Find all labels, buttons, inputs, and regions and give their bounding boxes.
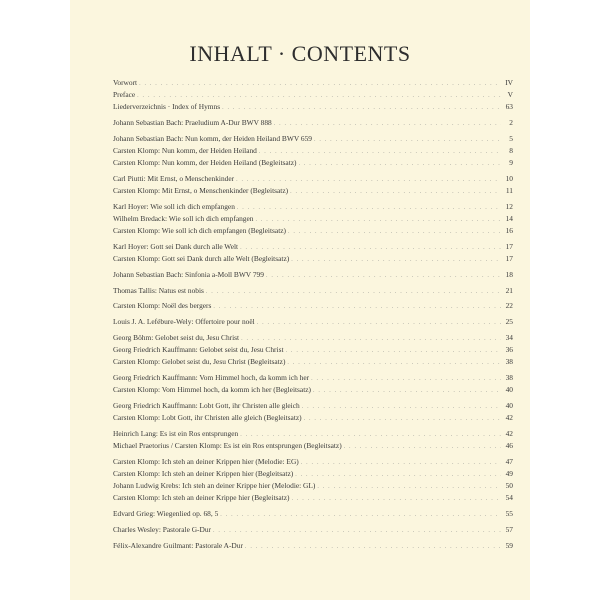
toc-entry-page: 63 bbox=[505, 102, 513, 111]
toc-entry bbox=[113, 412, 513, 423]
toc-entry-page: 42 bbox=[505, 413, 513, 422]
toc-entry-label: Carsten Klomp: Ich steh an deiner Krippe hier (Begleitsatz) bbox=[113, 493, 290, 502]
toc-entry bbox=[113, 285, 513, 296]
toc-entry-label: Carsten Klomp: Noël des bergers bbox=[113, 301, 212, 310]
toc-entry-page: V bbox=[507, 90, 513, 99]
toc-entry-page: 36 bbox=[505, 345, 513, 354]
toc-entry-page: 17 bbox=[505, 254, 513, 263]
toc-entry-page: 34 bbox=[505, 333, 513, 342]
toc-entry-label: Carsten Klomp: Nun komm, der Heiden Heiland bbox=[113, 146, 257, 155]
toc-entry bbox=[113, 316, 513, 327]
toc-entry bbox=[113, 253, 513, 264]
toc-entry-label: Carsten Klomp: Ich steh an deiner Krippen hier (Begleitsatz) bbox=[113, 469, 294, 478]
toc-entry-page: 46 bbox=[505, 441, 513, 450]
toc-entry-label: Preface bbox=[113, 90, 136, 99]
toc-entry-label: Georg Friedrich Kauffmann: Vom Himmel hoch, da komm ich her bbox=[113, 373, 310, 382]
toc-entry bbox=[113, 133, 513, 144]
toc-entry-label: Karl Hoyer: Gott sei Dank durch alle Welt bbox=[113, 242, 239, 251]
dot-leader bbox=[274, 119, 501, 130]
toc-entry-page: 55 bbox=[505, 509, 513, 518]
toc-entry bbox=[113, 440, 513, 451]
toc-entry-label: Charles Wesley: Pastorale G-Dur bbox=[113, 525, 211, 534]
toc-entry-page: 54 bbox=[505, 493, 513, 502]
toc-entry-label: Carsten Klomp: Wie soll ich dich empfangen (Begleitsatz) bbox=[113, 226, 286, 235]
toc-entry-label: Edvard Grieg: Wiegenlied op. 68, 5 bbox=[113, 509, 219, 518]
toc-entry-label: Carsten Klomp: Ich steh an deiner Krippen hier (Melodie: EG) bbox=[113, 457, 299, 466]
toc-entry bbox=[113, 300, 513, 311]
toc-entry-page: IV bbox=[505, 78, 513, 87]
toc-entry-page: 10 bbox=[505, 174, 513, 183]
dot-leader bbox=[304, 414, 501, 425]
toc-entry bbox=[113, 77, 513, 88]
toc-entry-page: 16 bbox=[505, 226, 513, 235]
toc-entry-label: Georg Friedrich Kauffmann: Lobt Gott, ihr Christen alle gleich bbox=[113, 401, 300, 410]
toc-entry-page: 9 bbox=[509, 158, 513, 167]
dot-leader bbox=[266, 271, 501, 282]
toc-entry bbox=[113, 213, 513, 224]
toc-entry bbox=[113, 241, 513, 252]
toc-entry-page: 17 bbox=[505, 242, 513, 251]
dot-leader bbox=[288, 227, 501, 238]
toc-entry-page: 8 bbox=[509, 146, 513, 155]
toc-entry-label: Johann Sebastian Bach: Praeludium A-Dur BWV 888 bbox=[113, 118, 272, 127]
contents-page bbox=[70, 0, 530, 600]
toc-entry bbox=[113, 492, 513, 503]
dot-leader bbox=[313, 386, 501, 397]
toc-entry bbox=[113, 508, 513, 519]
toc-entry-label: Wilhelm Bredack: Wie soll ich dich empfangen bbox=[113, 214, 254, 223]
toc-entry bbox=[113, 269, 513, 280]
toc-entry-label: Johann Sebastian Bach: Sinfonia a-Moll BWV 799 bbox=[113, 270, 264, 279]
toc-entry bbox=[113, 468, 513, 479]
toc-entry-label: Vorwort bbox=[113, 78, 138, 87]
toc-entry bbox=[113, 480, 513, 491]
toc-entry-label: Heinrich Lang: Es ist ein Ros entsprungen bbox=[113, 429, 239, 438]
toc-entry bbox=[113, 372, 513, 383]
toc-entry-page: 42 bbox=[505, 429, 513, 438]
toc-entry bbox=[113, 456, 513, 467]
toc-entry-label: Carsten Klomp: Gelobet seist du, Jesu Christ (Begleitsatz) bbox=[113, 357, 286, 366]
toc-entry-page: 49 bbox=[505, 469, 513, 478]
toc-entry-page: 38 bbox=[505, 357, 513, 366]
toc-entry-label: Louis J. A. Lefébure-Wely: Offertoire pour noël bbox=[113, 317, 255, 326]
toc-entry-label: Karl Hoyer: Wie soll ich dich empfangen bbox=[113, 202, 235, 211]
toc-entry bbox=[113, 89, 513, 100]
toc-entry-label: Johann Sebastian Bach: Nun komm, der Heiden Heiland BWV 659 bbox=[113, 134, 312, 143]
toc-entry-label: Carsten Klomp: Vom Himmel hoch, da komm ich her (Begleitsatz) bbox=[113, 385, 312, 394]
dot-leader bbox=[213, 526, 501, 537]
dot-leader bbox=[222, 103, 501, 114]
toc-entry-label: Carl Piutti: Mit Ernst, o Menschenkinder bbox=[113, 174, 235, 183]
dot-leader bbox=[220, 510, 501, 521]
toc-entry bbox=[113, 540, 513, 551]
toc-entry-label: Michael Praetorius / Carsten Klomp: Es ist ein Ros entsprungen (Begleitsatz) bbox=[113, 441, 342, 450]
toc-entry-page: 22 bbox=[505, 301, 513, 310]
dot-leader bbox=[344, 442, 501, 453]
dot-leader bbox=[206, 287, 501, 298]
toc-entry bbox=[113, 524, 513, 535]
dot-leader bbox=[213, 302, 501, 313]
toc-entry-page: 47 bbox=[505, 457, 513, 466]
toc-entry-label: Carsten Klomp: Mit Ernst, o Menschenkinder (Begleitsatz) bbox=[113, 186, 289, 195]
page-title: INHALT · CONTENTS bbox=[189, 41, 411, 66]
toc-entry bbox=[113, 356, 513, 367]
dot-leader bbox=[287, 358, 501, 369]
toc-entry bbox=[113, 400, 513, 411]
toc-entry-label: Félix-Alexandre Guilmant: Pastorale A-Dur bbox=[113, 541, 243, 550]
toc-entry-page: 11 bbox=[505, 186, 513, 195]
toc-entry-label: Johann Ludwig Krebs: Ich steh an deiner Krippe hier (Melodie: GL) bbox=[113, 481, 316, 490]
toc-entry bbox=[113, 384, 513, 395]
dot-leader bbox=[291, 255, 501, 266]
toc-entry-label: Carsten Klomp: Lobt Gott, ihr Christen alle gleich (Begleitsatz) bbox=[113, 413, 302, 422]
toc-entry-label: Georg Friedrich Kauffmann: Gelobet seist du, Jesu Christ bbox=[113, 345, 284, 354]
dot-leader bbox=[290, 187, 501, 198]
toc-entry bbox=[113, 201, 513, 212]
toc-entry-page: 14 bbox=[505, 214, 513, 223]
toc-entry-page: 57 bbox=[505, 525, 513, 534]
toc-entry bbox=[113, 173, 513, 184]
toc-entry bbox=[113, 225, 513, 236]
toc-entry-page: 40 bbox=[505, 385, 513, 394]
toc-entry bbox=[113, 428, 513, 439]
toc-entry-label: Carsten Klomp: Gott sei Dank durch alle Welt (Begleitsatz) bbox=[113, 254, 290, 263]
toc-entry bbox=[113, 117, 513, 128]
dot-leader bbox=[245, 542, 501, 553]
toc-entry-label: Georg Böhm: Gelobet seist du, Jesu Christ bbox=[113, 333, 240, 342]
toc-entry-page: 21 bbox=[505, 286, 513, 295]
toc-entry bbox=[113, 145, 513, 156]
toc-entry-label: Carsten Klomp: Nun komm, der Heiden Heiland (Begleitsatz) bbox=[113, 158, 297, 167]
toc-entry-page: 18 bbox=[505, 270, 513, 279]
dot-leader bbox=[299, 159, 502, 170]
toc-entry bbox=[113, 101, 513, 112]
toc-entry-page: 5 bbox=[509, 134, 513, 143]
toc-entry-page: 2 bbox=[509, 118, 513, 127]
toc-entry-page: 50 bbox=[505, 481, 513, 490]
toc-entry-page: 25 bbox=[505, 317, 513, 326]
toc-entry-page: 40 bbox=[505, 401, 513, 410]
toc-entry bbox=[113, 332, 513, 343]
toc-entry bbox=[113, 185, 513, 196]
toc-entry-label: Liederverzeichnis · Index of Hymns bbox=[113, 102, 221, 111]
toc-entry bbox=[113, 157, 513, 168]
toc-entry-page: 59 bbox=[505, 541, 513, 550]
toc-entry-label: Thomas Tallis: Natus est nobis bbox=[113, 286, 204, 295]
toc-entry-page: 38 bbox=[505, 373, 513, 382]
toc-entry-page: 12 bbox=[505, 202, 513, 211]
toc-entry bbox=[113, 344, 513, 355]
dot-leader bbox=[292, 494, 502, 505]
dot-leader bbox=[257, 318, 501, 329]
